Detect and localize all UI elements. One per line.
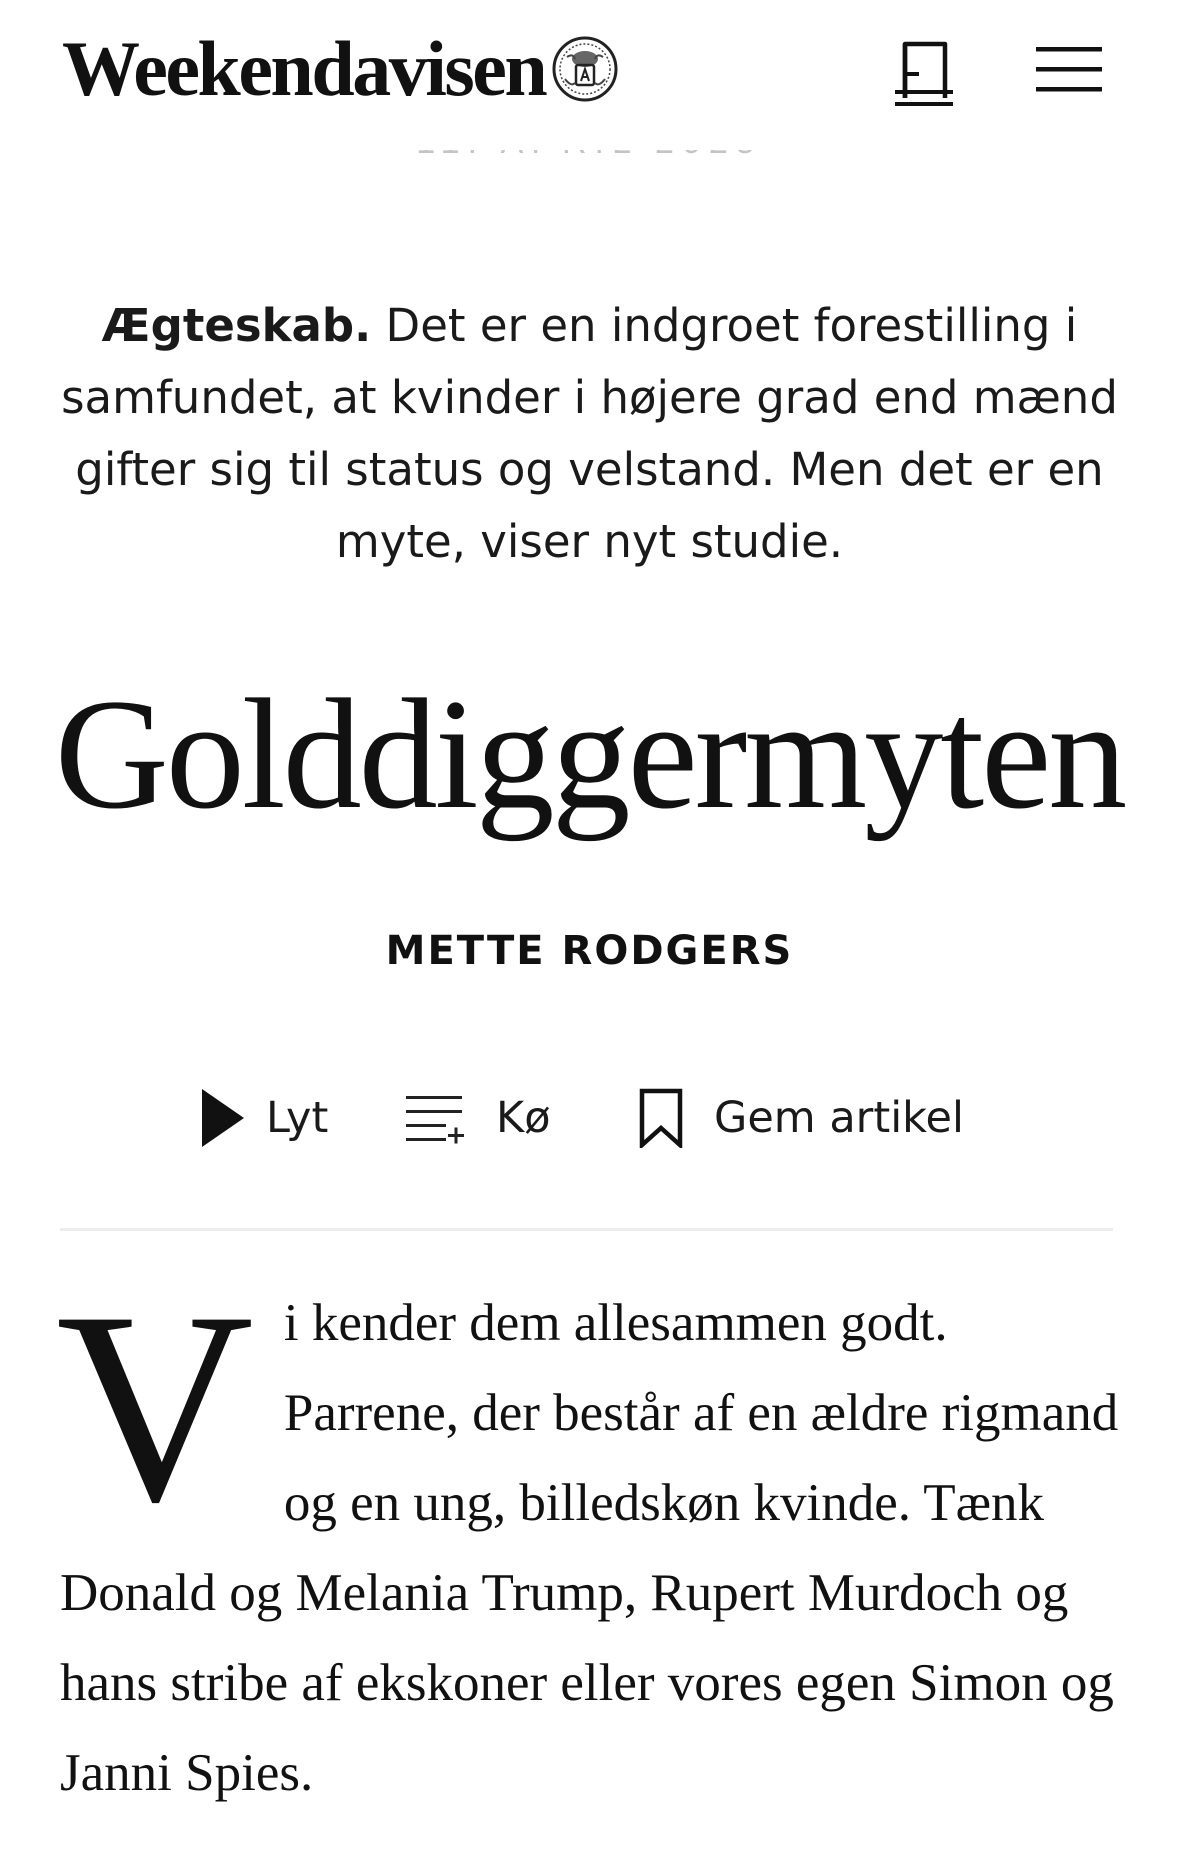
bookmark-icon bbox=[638, 1088, 684, 1148]
article-actions bbox=[0, 1080, 1179, 1156]
hamburger-menu-icon[interactable] bbox=[1036, 44, 1102, 94]
queue-button[interactable] bbox=[404, 1080, 551, 1156]
divider bbox=[60, 1228, 1113, 1231]
queue-label: Kø bbox=[496, 1093, 551, 1143]
drop-cap: V bbox=[56, 1256, 254, 1559]
save-article-button[interactable] bbox=[638, 1080, 964, 1156]
listen-button[interactable] bbox=[198, 1080, 328, 1156]
listen-label: Lyt bbox=[266, 1093, 329, 1143]
article-title: Golddiggermyten bbox=[54, 667, 1125, 842]
add-to-queue-icon bbox=[404, 1090, 466, 1146]
article-body-text: i kender dem allesammen godt. Parrene, der består af en ældre rigmand og en ung, billedskøn kvinde. Tænk Donald og Melania Trump, Rupert Murdoch og hans stribe af ekskoner eller vores egen Simon og Janni Spies. bbox=[60, 1294, 1119, 1802]
door-login-icon[interactable] bbox=[893, 36, 957, 106]
save-article-label: Gem artikel bbox=[714, 1093, 964, 1143]
site-logo[interactable] bbox=[62, 25, 619, 112]
article-lead bbox=[60, 290, 1119, 578]
lead-kicker: Ægteskab. bbox=[101, 299, 372, 352]
author-byline[interactable]: METTE RODGERS bbox=[385, 928, 794, 974]
article-body bbox=[56, 1256, 1120, 1818]
site-header bbox=[0, 0, 1179, 150]
play-icon bbox=[198, 1087, 246, 1149]
logo-wordmark: Weekendavisen bbox=[62, 25, 546, 112]
newspaper-seal-icon bbox=[551, 35, 619, 103]
lead-text: Det er en indgroet forestilling i samfundet, at kvinder i højere grad end mænd gifter sig til status og velstand. Men det er en myte, viser nyt studie. bbox=[61, 299, 1118, 568]
